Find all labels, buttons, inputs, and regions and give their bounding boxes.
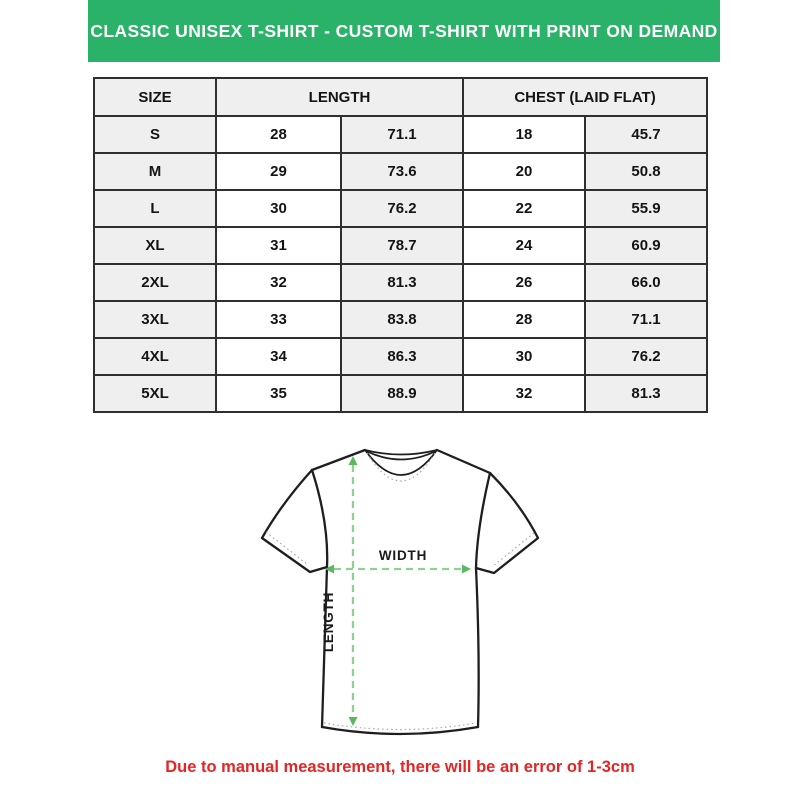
size-cell: 3XL — [94, 301, 216, 338]
header-length: LENGTH — [216, 78, 463, 116]
chest-cm-cell: 71.1 — [585, 301, 707, 338]
size-cell: 4XL — [94, 338, 216, 375]
tshirt-svg — [240, 435, 560, 747]
chest-in-cell: 26 — [463, 264, 585, 301]
chest-in-cell: 20 — [463, 153, 585, 190]
table-row — [94, 264, 707, 301]
size-cell: M — [94, 153, 216, 190]
length-in-cell: 34 — [216, 338, 341, 375]
length-cm-cell: 83.8 — [341, 301, 463, 338]
chest-in-cell: 32 — [463, 375, 585, 412]
title-banner — [88, 0, 720, 62]
chest-cm-cell: 55.9 — [585, 190, 707, 227]
length-in-cell: 28 — [216, 116, 341, 153]
width-arrow — [325, 565, 471, 574]
table-row — [94, 153, 707, 190]
length-label: LENGTH — [321, 591, 336, 653]
length-in-cell: 35 — [216, 375, 341, 412]
length-cm-cell: 86.3 — [341, 338, 463, 375]
table-header-row — [94, 78, 707, 116]
length-in-cell: 30 — [216, 190, 341, 227]
table-row — [94, 190, 707, 227]
size-chart-table — [93, 77, 708, 413]
length-in-cell: 29 — [216, 153, 341, 190]
arrow-down-icon — [349, 717, 358, 726]
page-title: CLASSIC UNISEX T-SHIRT - CUSTOM T-SHIRT WITH PRINT ON DEMAND — [90, 20, 718, 41]
table-row — [94, 375, 707, 412]
chest-cm-cell: 66.0 — [585, 264, 707, 301]
table-row — [94, 116, 707, 153]
length-in-cell: 33 — [216, 301, 341, 338]
size-cell: S — [94, 116, 216, 153]
table-row — [94, 227, 707, 264]
chest-cm-cell: 45.7 — [585, 116, 707, 153]
header-chest: CHEST (LAID FLAT) — [463, 78, 707, 116]
table-row — [94, 301, 707, 338]
chest-cm-cell: 81.3 — [585, 375, 707, 412]
length-in-cell: 31 — [216, 227, 341, 264]
chest-in-cell: 30 — [463, 338, 585, 375]
size-cell: XL — [94, 227, 216, 264]
length-cm-cell: 73.6 — [341, 153, 463, 190]
length-cm-cell: 78.7 — [341, 227, 463, 264]
chest-in-cell: 28 — [463, 301, 585, 338]
table-row — [94, 338, 707, 375]
arrow-right-icon — [462, 565, 471, 574]
chest-cm-cell: 60.9 — [585, 227, 707, 264]
length-cm-cell: 88.9 — [341, 375, 463, 412]
size-cell: 5XL — [94, 375, 216, 412]
size-cell: L — [94, 190, 216, 227]
length-in-cell: 32 — [216, 264, 341, 301]
measurement-note: Due to manual measurement, there will be an error of 1-3cm — [165, 758, 635, 776]
arrow-up-icon — [349, 456, 358, 465]
stitch-lines — [266, 453, 534, 730]
length-cm-cell: 71.1 — [341, 116, 463, 153]
chest-in-cell: 24 — [463, 227, 585, 264]
chest-cm-cell: 76.2 — [585, 338, 707, 375]
tshirt-diagram — [240, 435, 560, 747]
length-cm-cell: 76.2 — [341, 190, 463, 227]
tshirt-outline — [262, 450, 538, 734]
length-arrow — [349, 456, 358, 726]
chest-cm-cell: 50.8 — [585, 153, 707, 190]
header-size: SIZE — [94, 78, 216, 116]
size-cell: 2XL — [94, 264, 216, 301]
length-cm-cell: 81.3 — [341, 264, 463, 301]
chest-in-cell: 22 — [463, 190, 585, 227]
width-label: WIDTH — [378, 548, 428, 563]
chest-in-cell: 18 — [463, 116, 585, 153]
